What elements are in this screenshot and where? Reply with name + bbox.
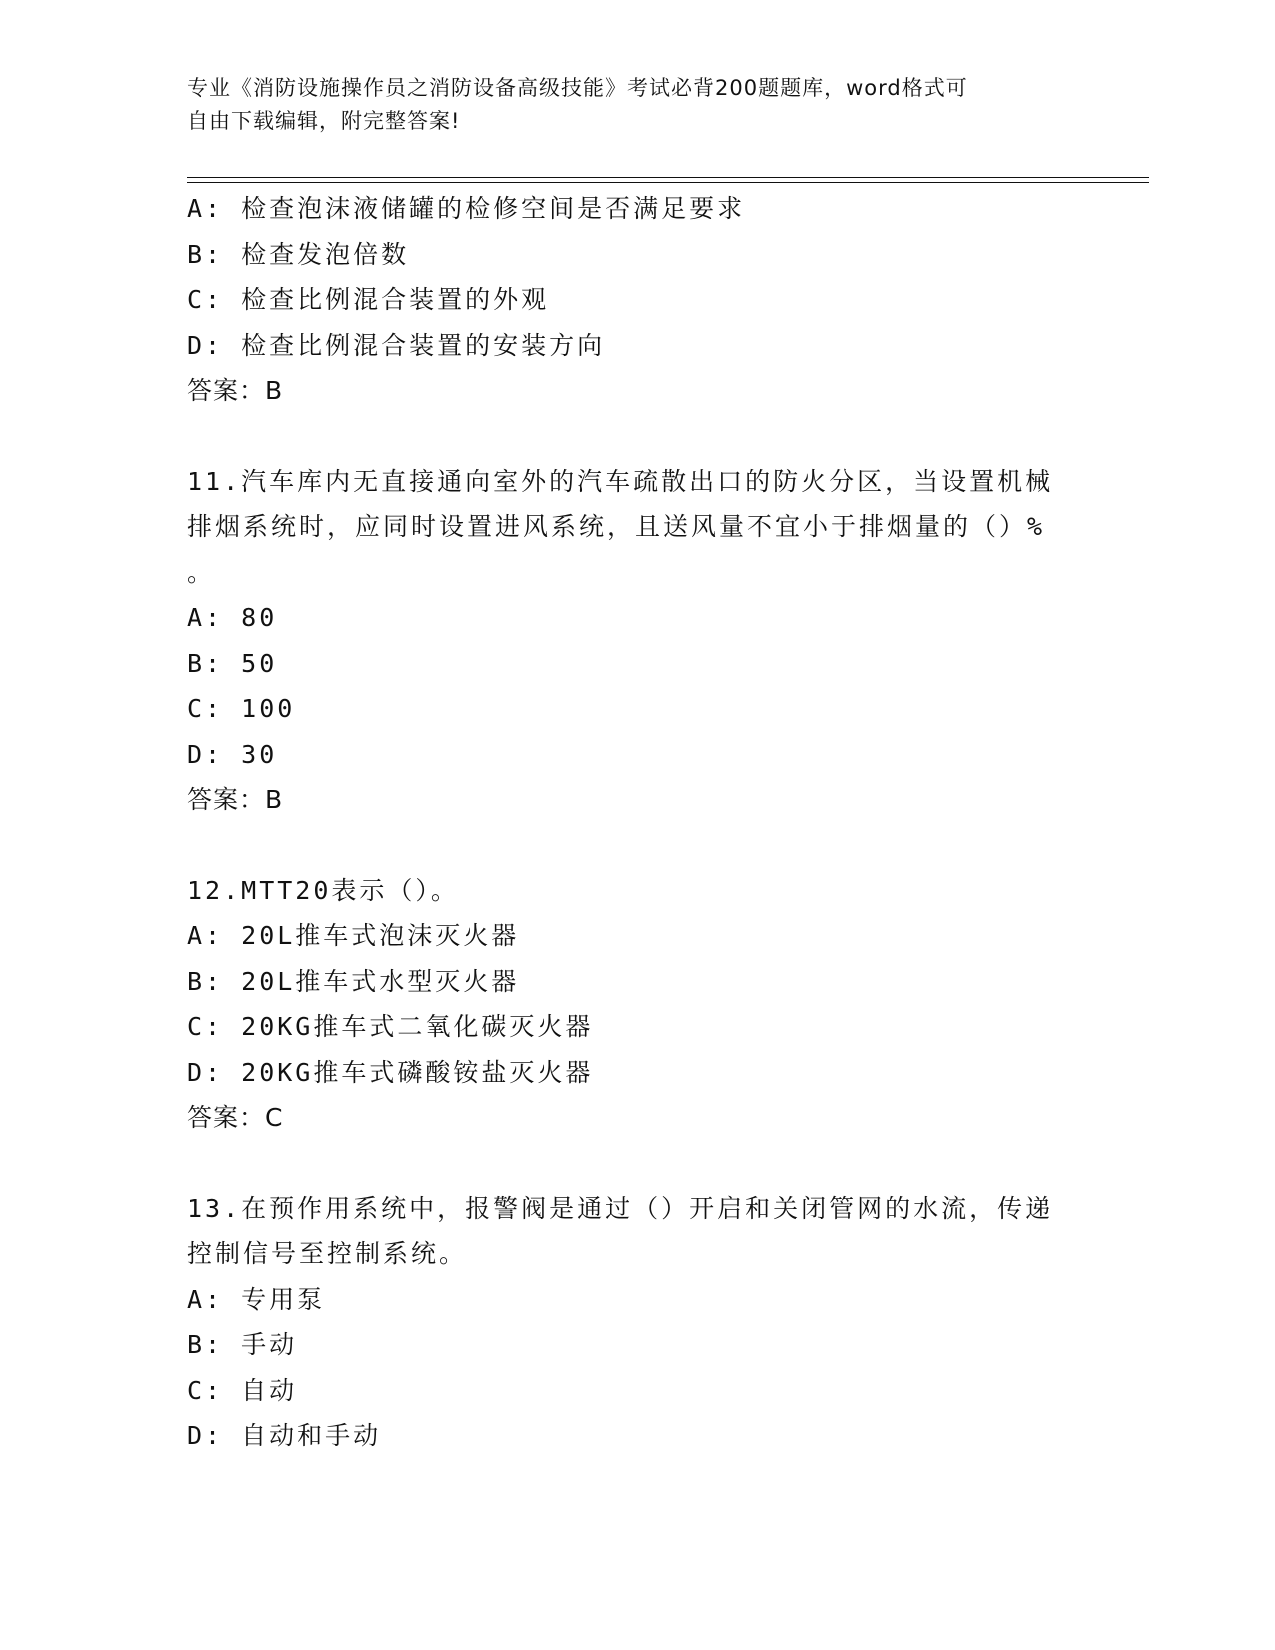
question-stem-line: 12.MTT20表示（）。	[187, 875, 459, 905]
option-d: D: 检查比例混合装置的安装方向	[187, 330, 606, 360]
option-b: B: 手动	[187, 1330, 298, 1359]
question-11	[187, 459, 1087, 823]
option-a: A: 80	[187, 603, 278, 632]
question-stem-line: 13.在预作用系统中，报警阀是通过（）开启和关闭管网的水流，传递	[187, 1193, 1054, 1223]
header-divider-bottom	[187, 182, 1149, 183]
option-d: D: 自动和手动	[187, 1421, 382, 1450]
question-13	[187, 1186, 1087, 1459]
option-c: C: 检查比例混合装置的外观	[187, 285, 550, 314]
option-d: D: 30	[187, 739, 278, 769]
question-stem-line: 。	[187, 557, 216, 587]
option-c: C: 100	[187, 694, 296, 723]
question-stem-line: 控制信号至控制系统。	[187, 1239, 468, 1268]
option-a: A: 专用泵	[187, 1284, 326, 1314]
answer-line: 答案：B	[187, 785, 284, 814]
question-stem-line: 11.汽车库内无直接通向室外的汽车疏散出口的防火分区，当设置机械	[187, 466, 1054, 496]
question-12	[187, 868, 1087, 1141]
option-a: A: 检查泡沫液储罐的检修空间是否满足要求	[187, 194, 746, 223]
option-b: B: 50	[187, 648, 278, 678]
option-a: A: 20L推车式泡沫灭火器	[187, 921, 520, 950]
question-stem-line: 排烟系统时，应同时设置进风系统，且送风量不宜小于排烟量的（）%	[187, 512, 1046, 541]
option-d: D: 20KG推车式磷酸铵盐灭火器	[187, 1057, 594, 1087]
option-c: C: 自动	[187, 1375, 298, 1405]
answer-line: 答案：B	[187, 376, 284, 405]
option-c: C: 20KG推车式二氧化碳灭火器	[187, 1012, 594, 1041]
answer-line: 答案：C	[187, 1103, 284, 1132]
header-line-2: 自由下载编辑，附完整答案!	[187, 109, 461, 133]
option-b: B: 检查发泡倍数	[187, 239, 410, 269]
question-10	[187, 186, 1087, 414]
document-header	[187, 72, 1067, 138]
header-line-1: 专业《消防设施操作员之消防设备高级技能》考试必背200题题库，word格式可	[187, 76, 968, 100]
question-list	[187, 186, 1087, 1459]
header-divider-top	[187, 177, 1149, 178]
option-b: B: 20L推车式水型灭火器	[187, 966, 520, 996]
